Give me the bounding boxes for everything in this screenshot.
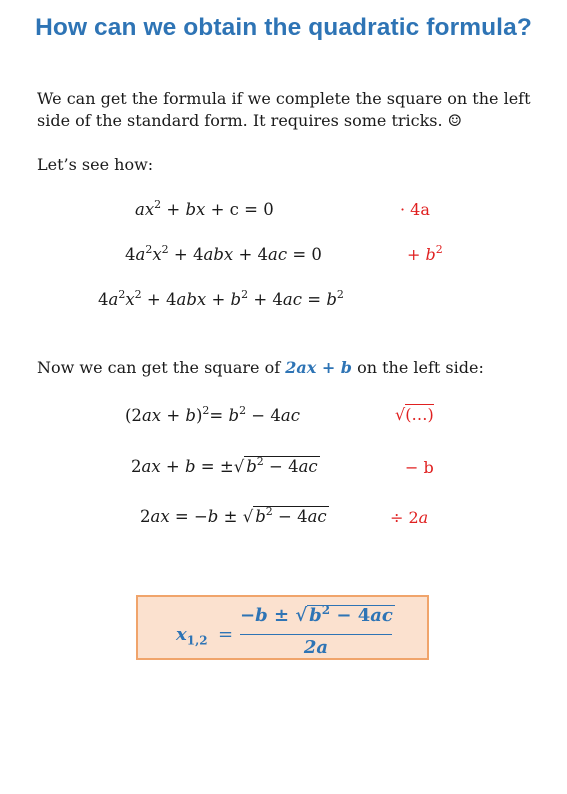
equation-step-4: $(2ax + b)^2= b^2 - 4ac$	[125, 404, 300, 425]
equation-step-1: $ax^2$ + bx + c = 0	[135, 198, 274, 219]
page-title: How can we obtain the quadratic formula?	[35, 14, 532, 41]
formula-lhs	[176, 624, 208, 648]
square-text-before: Now we can get the square of	[37, 358, 281, 377]
operation-step-6: ÷ 2a	[390, 508, 429, 527]
formula-variable: x	[176, 624, 187, 645]
equation-step-2: $4a^2x^2 + 4abx + 4ac = 0$	[125, 243, 322, 264]
operation-step-4: √(…)	[395, 405, 434, 424]
operation-step-2: + $b^2$	[407, 243, 443, 264]
intro-paragraph: We can get the formula if we complete the square on the left side of the standard form. It requires some tricks. ☺	[37, 89, 531, 130]
square-text-after: on the left side:	[357, 358, 484, 377]
formula-denominator: 2a	[303, 637, 329, 658]
formula-subscript: 1,2	[186, 633, 208, 648]
square-explanation	[37, 357, 537, 379]
fraction-bar	[240, 634, 392, 635]
formula-numerator: −b ± √ $b^2 - 4ac$	[240, 603, 393, 626]
equation-step-5: 2ax + b = ±√ $b^2 - 4ac$	[131, 455, 318, 476]
formula-equals: =	[218, 624, 234, 645]
quadratic-formula-box	[136, 595, 429, 660]
highlighted-expression: 2ax + b	[285, 358, 352, 377]
equation-step-6: 2ax = −b ± √ $b^2 - 4ac$	[140, 505, 327, 526]
operation-step-1: · 4a	[400, 200, 430, 219]
operation-step-5: − b	[405, 458, 434, 477]
lets-see-text: Let’s see how:	[37, 155, 154, 174]
equation-step-3: $4a^2x^2 + 4abx + b^2 + 4ac = b^2$	[98, 288, 344, 309]
